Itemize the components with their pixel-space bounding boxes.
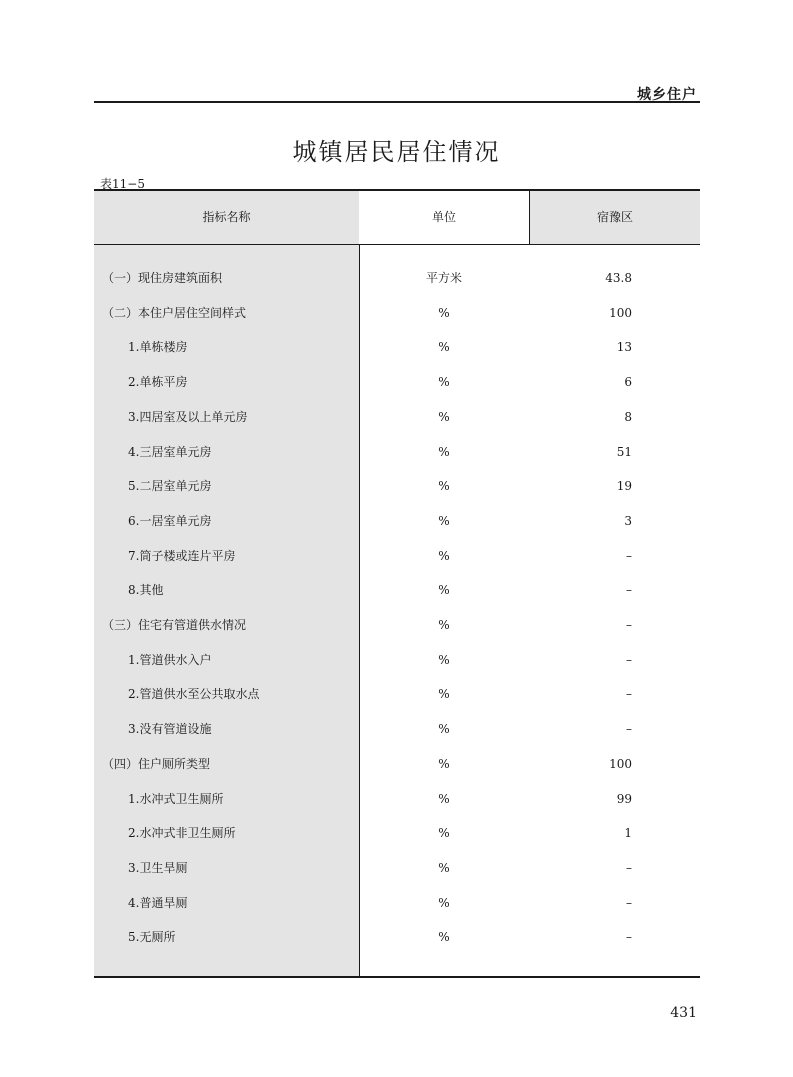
table-row — [94, 650, 700, 670]
row-name: （二）本住户居住空间样式 — [102, 305, 247, 320]
row-name: 3.卫生旱厕 — [128, 860, 188, 875]
row-name: 6.一居室单元房 — [128, 513, 212, 528]
row-name: 1.单栋楼房 — [128, 340, 188, 355]
row-unit: % — [438, 409, 450, 424]
table-row — [94, 303, 700, 323]
row-unit: % — [438, 618, 450, 632]
row-unit: % — [438, 652, 450, 667]
row-unit: % — [438, 513, 450, 528]
table-row — [94, 823, 700, 843]
row-name: 3.没有管道设施 — [128, 722, 212, 737]
row-value: – — [626, 722, 632, 737]
row-value: 100 — [609, 756, 632, 771]
row-value: 1 — [624, 826, 632, 841]
row-name: 3.四居室及以上单元房 — [128, 409, 248, 424]
table-id: 表11−5 — [100, 177, 145, 191]
row-name: 8.其他 — [128, 583, 164, 598]
row-name: 2.水冲式非卫生厕所 — [128, 826, 236, 841]
row-value: 13 — [616, 340, 632, 355]
table-row — [94, 580, 700, 600]
row-unit: % — [438, 687, 450, 702]
table-row — [94, 546, 700, 566]
row-name: （一）现住房建筑面积 — [102, 271, 223, 285]
column-header-name: 指标名称 — [94, 191, 360, 244]
row-unit: % — [438, 860, 450, 875]
row-value: – — [626, 583, 632, 598]
row-name: 2.管道供水至公共取水点 — [128, 687, 260, 702]
table-row — [94, 511, 700, 531]
table-row — [94, 407, 700, 427]
row-name: 7.筒子楼或连片平房 — [128, 548, 236, 563]
row-value: 43.8 — [605, 271, 632, 285]
row-name: （四）住户厕所类型 — [102, 756, 211, 771]
table-row — [94, 615, 700, 635]
table-row — [94, 927, 700, 947]
column-header-region: 宿豫区 — [596, 210, 633, 224]
table-row — [94, 337, 700, 357]
row-value: – — [626, 548, 632, 563]
page-number: 431 — [670, 1005, 697, 1021]
header-rule — [94, 101, 700, 103]
row-value: 99 — [616, 791, 632, 806]
table-row — [94, 789, 700, 809]
row-value: 19 — [616, 479, 632, 494]
row-name: 4.普通旱厕 — [128, 895, 188, 910]
page-title: 城镇居民居住情况 — [292, 138, 501, 166]
row-name: 2.单栋平房 — [128, 375, 188, 390]
row-unit: % — [438, 756, 450, 771]
row-value: 100 — [609, 305, 632, 320]
row-name: 5.二居室单元房 — [128, 479, 212, 494]
row-name: （三）住宅有管道供水情况 — [102, 618, 247, 632]
row-unit: % — [438, 930, 450, 945]
row-unit: % — [438, 722, 450, 737]
row-value: – — [626, 895, 632, 910]
row-name: 1.水冲式卫生厕所 — [128, 791, 224, 806]
row-unit: % — [438, 305, 450, 320]
table-row — [94, 893, 700, 913]
row-value: – — [626, 860, 632, 875]
table-row — [94, 754, 700, 774]
section-header: 城乡住户 — [637, 87, 697, 103]
row-unit: % — [438, 444, 450, 459]
row-value: – — [626, 652, 632, 667]
table-row — [94, 442, 700, 462]
row-value: 8 — [624, 409, 632, 424]
row-unit: % — [438, 895, 450, 910]
row-unit: % — [438, 479, 450, 494]
table-row — [94, 372, 700, 392]
table-row — [94, 858, 700, 878]
row-name: 1.管道供水入户 — [128, 652, 212, 667]
data-table — [94, 189, 700, 978]
row-value: – — [626, 618, 632, 632]
row-value: – — [626, 930, 632, 945]
table-row — [94, 719, 700, 739]
row-unit: 平方米 — [425, 271, 462, 285]
row-unit: % — [438, 548, 450, 563]
row-value: 3 — [624, 513, 632, 528]
row-unit: % — [438, 791, 450, 806]
table-row — [94, 476, 700, 496]
row-unit: % — [438, 340, 450, 355]
row-unit: % — [438, 583, 450, 598]
table-header — [94, 191, 700, 245]
table-row — [94, 684, 700, 704]
table-row — [94, 268, 700, 288]
row-name: 5.无厕所 — [128, 930, 176, 945]
column-header-unit: 单位 — [359, 191, 530, 244]
row-unit: % — [438, 375, 450, 390]
row-value: 51 — [616, 444, 632, 459]
row-unit: % — [438, 826, 450, 841]
row-value: – — [626, 687, 632, 702]
row-name: 4.三居室单元房 — [128, 444, 212, 459]
row-value: 6 — [624, 375, 632, 390]
